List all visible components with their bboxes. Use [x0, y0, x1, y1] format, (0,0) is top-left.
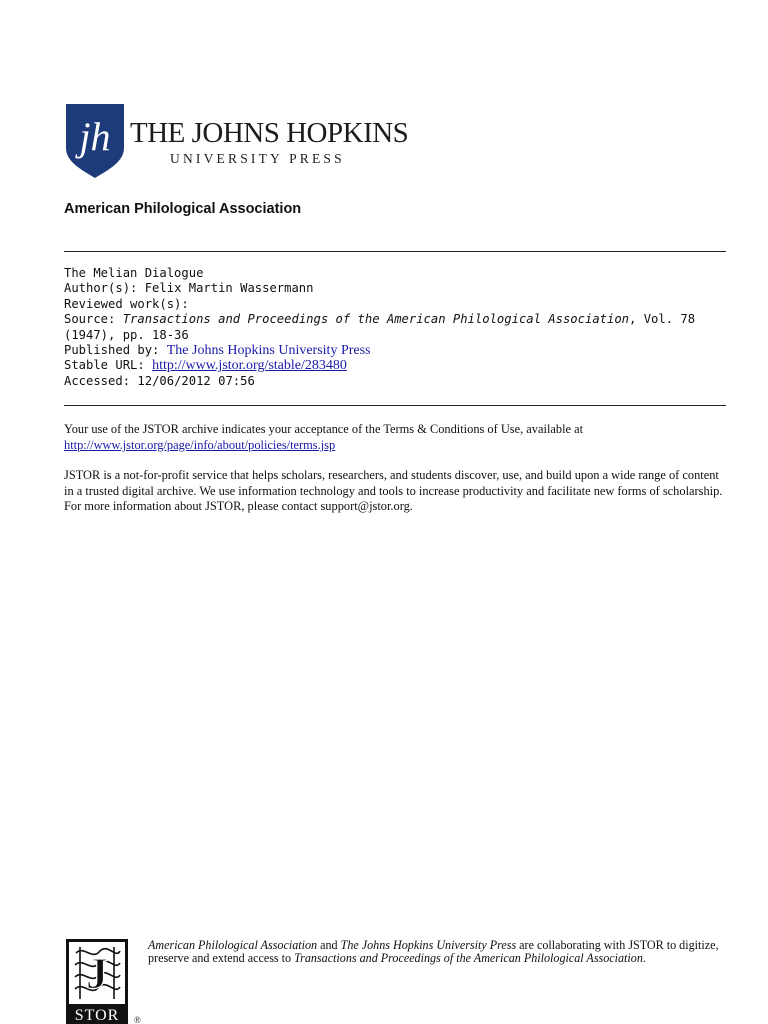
authors-value: Felix Martin Wassermann	[144, 281, 314, 296]
footer-statement: American Philological Association and The Johns Hopkins University Press are collaborating with JSTOR to digitize, preserve and extend access to Transactions and Proceedings of the American Philological Association.	[148, 938, 719, 965]
logo-title: THE JOHNS HOPKINS	[130, 117, 409, 149]
article-title: The Melian Dialogue	[64, 266, 204, 280]
logo-monogram: jh	[79, 114, 111, 159]
terms-notice	[64, 422, 726, 453]
publisher-link[interactable]: The Johns Hopkins University Press	[166, 343, 371, 359]
jstor-notice: JSTOR is a not-for-profit service that helps scholars, researchers, and students discover, use, and build upon a wide range of content in a trusted digital archive. We use information technology and tools to increase productivity and facilitate new forms of scholarship. For more information about JSTOR, please contact support@jstor.org.	[64, 468, 723, 514]
jstor-logo-icon	[66, 939, 146, 1024]
logo-subtitle: UNIVERSITY PRESS	[170, 151, 345, 166]
source-line: Source: Transactions and Proceedings of the American Philological Association, Vol. 78 (1947), pp. 18-36	[64, 312, 696, 342]
terms-text: Your use of the JSTOR archive indicates your acceptance of the Terms & Conditions of Use, available at	[64, 422, 584, 436]
accessed-value: 12/06/2012 07:56	[137, 373, 255, 388]
source-journal: Transactions and Proceedings of the American Philological Association	[122, 312, 630, 327]
accessed-line: Accessed: 12/06/2012 07:56	[64, 373, 255, 388]
stable-url-link[interactable]: http://www.jstor.org/stable/283480	[152, 358, 347, 374]
reviewed-line: Reviewed work(s):	[64, 296, 189, 311]
source-details: , Vol. 78 (1947), pp. 18-36	[64, 312, 696, 342]
terms-link[interactable]: http://www.jstor.org/page/info/about/policies/terms.jsp	[64, 437, 336, 452]
authors-line: Author(s): Felix Martin Wassermann	[64, 281, 314, 296]
svg-text:J: J	[86, 949, 108, 998]
published-line: Published by: The Johns Hopkins University Press	[64, 343, 371, 359]
jhu-shield-icon	[66, 104, 124, 178]
organization-name: American Philological Association	[64, 201, 302, 217]
jstor-logo-text: STOR	[74, 1007, 120, 1024]
stable-url-line: Stable URL: http://www.jstor.org/stable/283480	[64, 358, 347, 374]
citation-block	[64, 266, 726, 389]
publisher-logo	[66, 104, 409, 180]
divider	[64, 251, 726, 252]
divider	[64, 405, 726, 406]
registered-mark: ®	[134, 1015, 141, 1024]
